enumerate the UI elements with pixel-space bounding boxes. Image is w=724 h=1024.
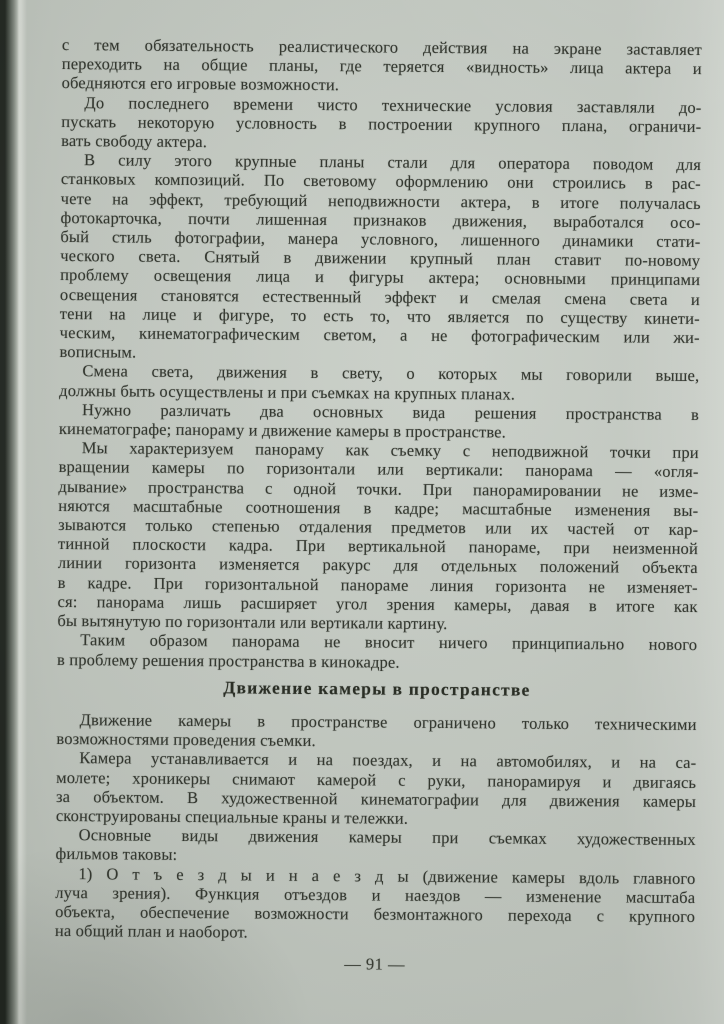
text-line: Камера устанавливается и на поездах, и на автомобилях, и на са- [79, 748, 697, 773]
text-line: в кадре. При горизонтальной панораме линия горизонта не изменяет- [57, 572, 698, 597]
text-line: фильмов таковы: [55, 844, 178, 865]
text-line: возможностями проведения съемки. [56, 729, 316, 751]
text-line: чете на эффект, требующий неподвижности актера, в итоге получалась [60, 188, 701, 213]
text-line: Смена света, движения в свету, о которых мы говорили выше, [82, 361, 700, 386]
text-line: кинематографе; панораму и движение камеры в пространстве. [58, 419, 507, 442]
text-line: няются масштабные соотношения в кадре; масштабные изменения вы- [58, 495, 699, 520]
text-line: Основные виды движения камеры при съемках художественных [78, 825, 696, 850]
text-line: тени на лице и фигуре, то есть то, что является по существу кинети- [59, 303, 700, 328]
text-line: бый стиль фотографии, манера условного, лишенного динамики стати- [60, 227, 701, 252]
text-line: должны быть осуществлены и при съемках на крупных планах. [59, 380, 516, 404]
text-line: В силу этого крупные планы стали для оператора поводом для [83, 150, 702, 175]
paragraph [55, 825, 695, 868]
paragraph [59, 150, 701, 366]
paragraph [62, 35, 702, 98]
text-line: ся: панорама лишь расширяет угол зрения камеры, давая в итоге как [57, 591, 698, 616]
text-line: Движение камеры в пространстве ограничено только техническими [79, 710, 697, 734]
text-line: с тем обязательность реалистического действия на экране заставляет [61, 35, 702, 60]
text-line: пускать некоторую условность в построении крупного плана, ограничи- [61, 111, 702, 136]
text-line: объекта, обеспечение возможности безмонтажного перехода с крупного [55, 901, 696, 926]
text-line: зываются только степенью отдаления предметов или их частей от кар- [58, 515, 699, 540]
section-heading: Движение камеры в пространстве [223, 676, 531, 700]
text-line: тинной плоскости кадра. При вертикальной панораме, при неизменной [57, 534, 699, 559]
page-text-block [55, 35, 702, 977]
text-line: в проблему решения пространства в кинокадре. [57, 649, 400, 672]
paragraph [55, 864, 696, 946]
text-line: луча зрения). Функция отъездов и наездов — изменение масштаба [55, 882, 696, 907]
text-line: вращении камеры по горизонтали или вертикали: панорама — «огля- [58, 457, 699, 482]
text-line: линии горизонта изменяется ракурс для отдельных положений объекта [57, 553, 698, 578]
text-line: фотокарточка, почти лишенная признаков движения, выработался осо- [60, 207, 701, 232]
paragraph [57, 630, 697, 673]
text-after-heading [55, 710, 697, 945]
text-line: на общий план и наоборот. [54, 921, 248, 942]
paragraph [59, 361, 699, 404]
text-line: вать свободу актера. [61, 131, 208, 152]
text-line: молете; хроникеры снимают камерой с руки, панорамируя и двигаясь [56, 767, 697, 792]
text-line: Таким образом панорама не вносит ничего принципиально нового [80, 630, 698, 655]
text-line: бы вытянутую по горизонтали или вертикали картину. [57, 611, 448, 634]
paragraph [59, 400, 699, 443]
text-line: дывание» пространства с одной точки. При панорамировании не изме- [58, 476, 699, 501]
text-line: обедняются его игровые возможности. [61, 73, 340, 95]
paragraph [56, 710, 696, 753]
text-line: за объектом. В художественной кинематографии для движения камеры [55, 786, 697, 811]
paragraph [61, 93, 701, 156]
text-line: сконструированы специальные краны и тележки. [55, 805, 409, 828]
text-line: освещения становятся естественный эффект и смелая смена света и [59, 284, 701, 309]
text-line: станковых композиций. По световому оформлению они строились в рас- [60, 169, 701, 194]
text-line: 1) О т ъ е з д ы и н а е з д ы (движение камеры вдоль главного [78, 863, 696, 888]
text-before-heading [57, 35, 702, 674]
text-line: проблему освещения лица и фигуры актера; основными принципами [60, 265, 701, 290]
paragraph [57, 438, 698, 635]
text-line: Нужно различать два основных вида решения пространства в [81, 400, 700, 424]
page-number: — 91 — [344, 954, 406, 975]
paragraph [56, 748, 697, 830]
text-line: ческого света. Снятый в движении крупный план ставит по-новому [60, 246, 701, 271]
text-line: ческим, кинематографическим светом, а не фотографическим или жи- [59, 323, 700, 348]
text-line: До последнего времени чисто технические условия заставляли до- [84, 92, 702, 117]
text-line: переходить на общие планы, где теряется «видность» лица актера и [61, 54, 702, 79]
text-line: Мы характеризуем панораму как съемку с неподвижной точки при [81, 438, 699, 463]
text-line: вописным. [59, 342, 137, 362]
